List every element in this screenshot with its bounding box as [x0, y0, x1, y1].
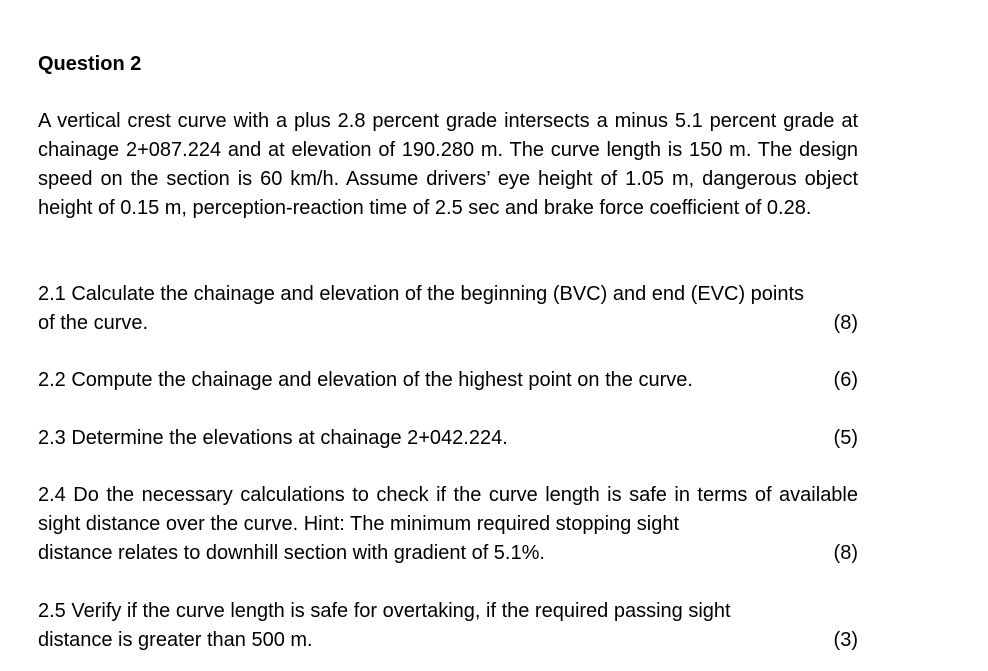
- subquestion-2-3-row: [38, 424, 858, 453]
- subquestion-2-4-text-end: distance relates to downhill section with gradient of 5.1%.: [38, 542, 545, 564]
- subquestion-2-4: [38, 481, 858, 568]
- subquestion-2-5-marks: (3): [833, 629, 858, 651]
- subquestion-2-2-row: [38, 366, 858, 395]
- subquestion-2-5-text: 2.5 Verify if the curve length is safe for overtaking, if the required passing sight: [38, 600, 731, 622]
- subquestion-2-1-text-end: of the curve.: [38, 312, 149, 334]
- subquestion-2-1: [38, 280, 858, 338]
- subquestion-2-4-text: 2.4 Do the necessary calculations to check if the curve length is safe in terms of available sight distance over the curve. Hint: The minimum required stopping sight: [38, 484, 858, 535]
- subquestion-2-1-last-row: [38, 309, 858, 338]
- subquestion-2-3-marks: (5): [833, 427, 858, 449]
- subquestion-2-2-marks: (6): [833, 369, 858, 391]
- subquestion-2-2: [38, 366, 858, 395]
- subquestion-2-1-marks: (8): [833, 312, 858, 334]
- question-intro: A vertical crest curve with a plus 2.8 percent grade intersects a minus 5.1 percent grade at chainage 2+087.224 and at elevation of 190.280 m. The curve length is 150 m. The design speed on the section is 60 km/h. Assume drivers’ eye height of 1.05 m, dangerous object height of 0.15 m, perception-reaction time of 2.5 sec and brake force coefficient of 0.28.: [38, 110, 858, 219]
- subquestion-2-1-text: 2.1 Calculate the chainage and elevation of the beginning (BVC) and end (EVC) points: [38, 283, 805, 305]
- subquestion-2-3-text: 2.3 Determine the elevations at chainage 2+042.224.: [38, 427, 508, 449]
- subquestion-2-4-marks: (8): [833, 542, 858, 564]
- subquestion-2-5: [38, 597, 858, 655]
- subquestion-2-4-last-row: [38, 539, 858, 568]
- subquestion-2-2-text: 2.2 Compute the chainage and elevation of the highest point on the curve.: [38, 369, 693, 391]
- subquestion-2-5-last-row: [38, 626, 858, 655]
- subquestion-2-3: [38, 424, 858, 453]
- subquestion-2-5-text-end: distance is greater than 500 m.: [38, 629, 313, 651]
- question-title: Question 2: [38, 53, 142, 75]
